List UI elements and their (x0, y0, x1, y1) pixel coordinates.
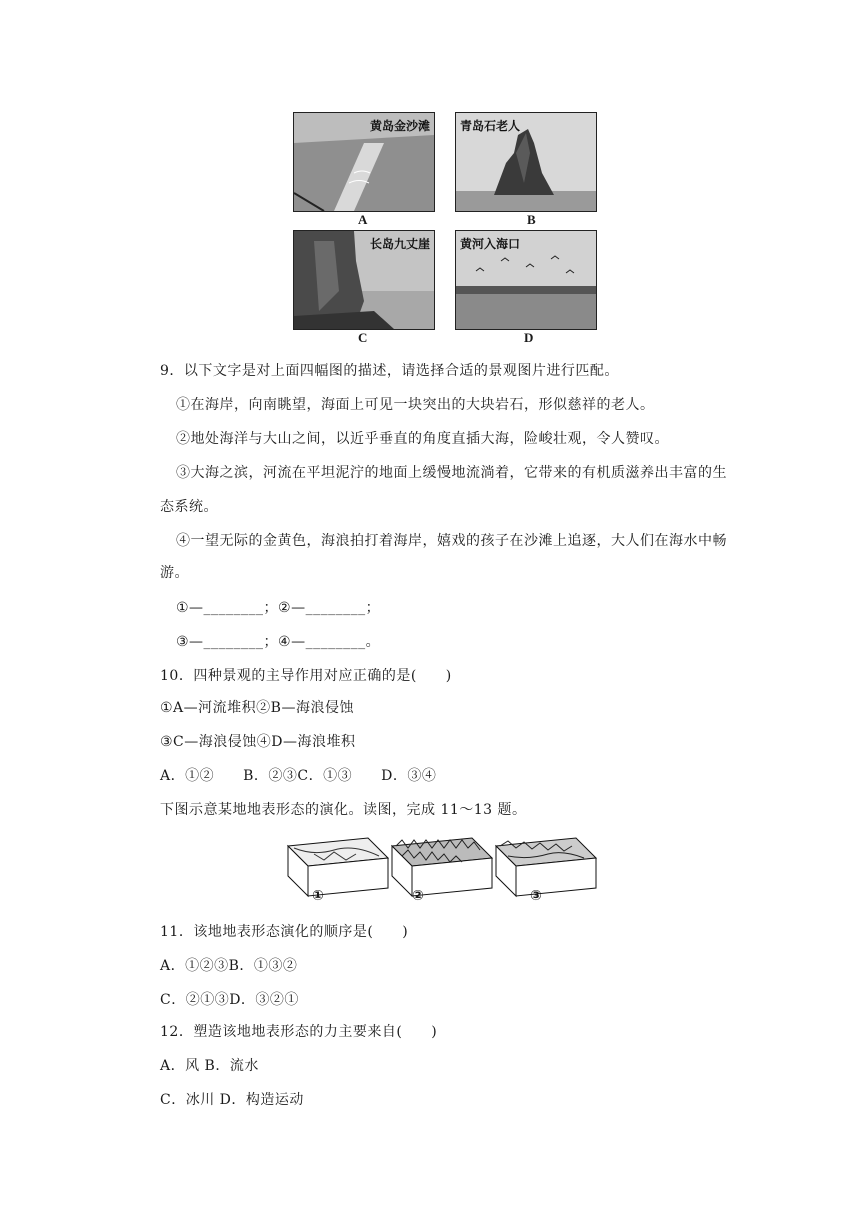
terrain-block-3 (496, 838, 596, 896)
photo-d-caption: 黄河入海口 (460, 237, 521, 251)
q12-options-cd: C．冰川 D．构造运动 (160, 1092, 304, 1108)
photo-d-yellow-river-mouth (455, 230, 597, 330)
q12-options-ab: A．风 B．流水 (160, 1058, 259, 1074)
photo-b-caption: 青岛石老人 (460, 119, 521, 133)
photo-c-label: C (358, 330, 368, 345)
terrain-evolution-figure (284, 832, 604, 906)
q9-desc-1: ①在海岸，向南眺望，海面上可见一块突出的大块岩石，形似慈祥的老人。 (176, 397, 655, 413)
q9-desc-3b: 态系统。 (160, 499, 218, 515)
photo-a-golden-beach (293, 112, 435, 212)
q9-stem: 9．以下文字是对上面四幅图的描述，请选择合适的景观图片进行匹配。 (160, 363, 619, 379)
q9-desc-4b: 游。 (160, 565, 189, 581)
photo-c-cliff (293, 230, 435, 330)
q12-stem: 12．塑造该地地表形态的力主要来自( ) (160, 1024, 438, 1040)
block-label-1: ① (312, 888, 324, 904)
q10-choices: A．①② B．②③C．①③ D．③④ (160, 768, 437, 784)
photo-d-label: D (524, 330, 534, 345)
terrain-block-2 (392, 838, 492, 896)
q11-options-ab: A．①②③B．①③② (160, 958, 298, 974)
photo-b-old-man-rock (455, 112, 597, 212)
q9-desc-2: ②地处海洋与大山之间，以近乎垂直的角度直插大海，险峻壮观，令人赞叹。 (176, 431, 669, 447)
photo-c-caption: 长岛九丈崖 (369, 237, 430, 251)
q10-stem: 10．四种景观的主导作用对应正确的是( ) (160, 668, 452, 684)
q9-answer-line-1: ①—________；②—________； (176, 600, 381, 616)
photo-a-caption: 黄岛金沙滩 (369, 119, 430, 133)
photo-b-label: B (527, 212, 536, 227)
photo-a-label: A (358, 212, 368, 227)
block-label-2: ② (412, 888, 424, 904)
block-label-3: ③ (530, 888, 542, 904)
q11-stem: 11．该地地表形态演化的顺序是( ) (160, 924, 409, 940)
q11-options-cd: C．②①③D．③②① (160, 992, 299, 1008)
terrain-block-1 (288, 838, 388, 896)
figure-intro: 下图示意某地地表形态的演化。读图，完成 11～13 题。 (160, 802, 527, 818)
q9-answer-line-2: ③—________；④—________。 (176, 634, 381, 650)
q10-option-12: ①A—河流堆积②B—海浪侵蚀 (160, 700, 354, 716)
q10-option-34: ③C—海浪侵蚀④D—海浪堆积 (160, 734, 356, 750)
q9-desc-3a: ③大海之滨，河流在平坦泥泞的地面上缓慢地流淌着，它带来的有机质滋养出丰富的生 (176, 465, 727, 481)
q9-desc-4a: ④一望无际的金黄色，海浪拍打着海岸，嬉戏的孩子在沙滩上追逐，大人们在海水中畅 (176, 533, 727, 549)
